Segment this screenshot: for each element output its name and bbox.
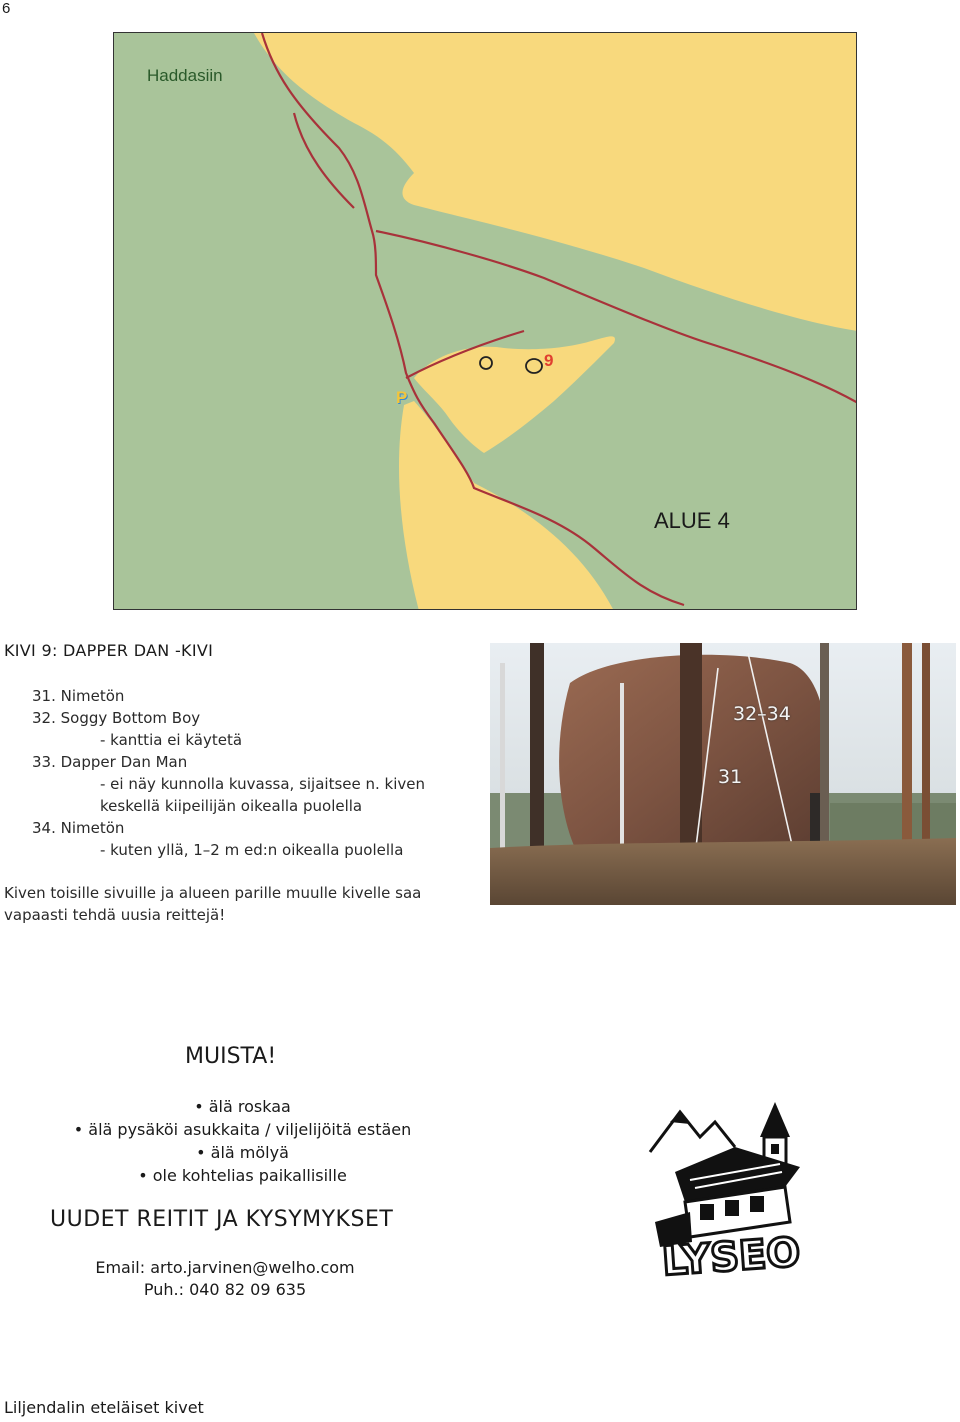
reminder-item: • älä roskaa bbox=[40, 1095, 445, 1118]
route-line: 31. Nimetön bbox=[32, 687, 125, 705]
route-line: 33. Dapper Dan Man bbox=[32, 753, 188, 771]
page-number: 6 bbox=[2, 0, 11, 17]
reminder-item: • älä mölyä bbox=[40, 1141, 445, 1164]
lyseo-house-logo-icon bbox=[640, 1092, 830, 1277]
route-note: keskellä kiipeilijän oikealla puolella bbox=[100, 797, 363, 815]
page-footer: Liljendalin eteläiset kivet bbox=[4, 1398, 204, 1417]
contact-phone: Puh.: 040 82 09 635 bbox=[143, 1280, 307, 1299]
route-note: - kuten yllä, 1–2 m ed:n oikealla puolella bbox=[100, 841, 404, 859]
contact-title: UUDET REITIT JA KYSYMYKSET bbox=[50, 1207, 394, 1232]
lyseo-logo-graphic bbox=[640, 1092, 830, 1277]
map-label-area: ALUE 4 bbox=[654, 508, 730, 533]
route-note: - ei näy kunnolla kuvassa, sijaitsee n. kiven bbox=[100, 775, 426, 793]
section-title: KIVI 9: DAPPER DAN -KIVI bbox=[4, 641, 214, 660]
lyseo-logo-text: LYSEO bbox=[660, 1229, 802, 1277]
contact-info bbox=[60, 1257, 390, 1301]
area-map bbox=[113, 32, 857, 610]
contact-email[interactable]: Email: arto.jarvinen@welho.com bbox=[95, 1258, 355, 1277]
boulder-photo bbox=[490, 643, 956, 905]
map-label-haddasiin: Haddasiin bbox=[147, 66, 223, 85]
route-list bbox=[32, 685, 425, 861]
map-label-parking: P bbox=[396, 388, 408, 407]
reminders-list bbox=[40, 1095, 445, 1187]
reminders-title: MUISTA! bbox=[185, 1044, 277, 1069]
route-line: 34. Nimetön bbox=[32, 819, 125, 837]
route-line: 32. Soggy Bottom Boy bbox=[32, 709, 201, 727]
route-note: - kanttia ei käytetä bbox=[100, 731, 243, 749]
reminder-item: • älä pysäköi asukkaita / viljelijöitä estäen bbox=[40, 1118, 445, 1141]
free-routes-note: Kiven toisille sivuille ja alueen parille muulle kivelle saa vapaasti tehdä uusia reittejä! bbox=[4, 884, 422, 924]
photo-label-routes-32-34: 32–34 bbox=[733, 703, 791, 725]
photo-label-route-31: 31 bbox=[718, 766, 743, 788]
reminder-item: • ole kohtelias paikallisille bbox=[40, 1164, 445, 1187]
map-graphic bbox=[114, 33, 857, 610]
map-label-boulder-9: 9 bbox=[544, 351, 554, 370]
